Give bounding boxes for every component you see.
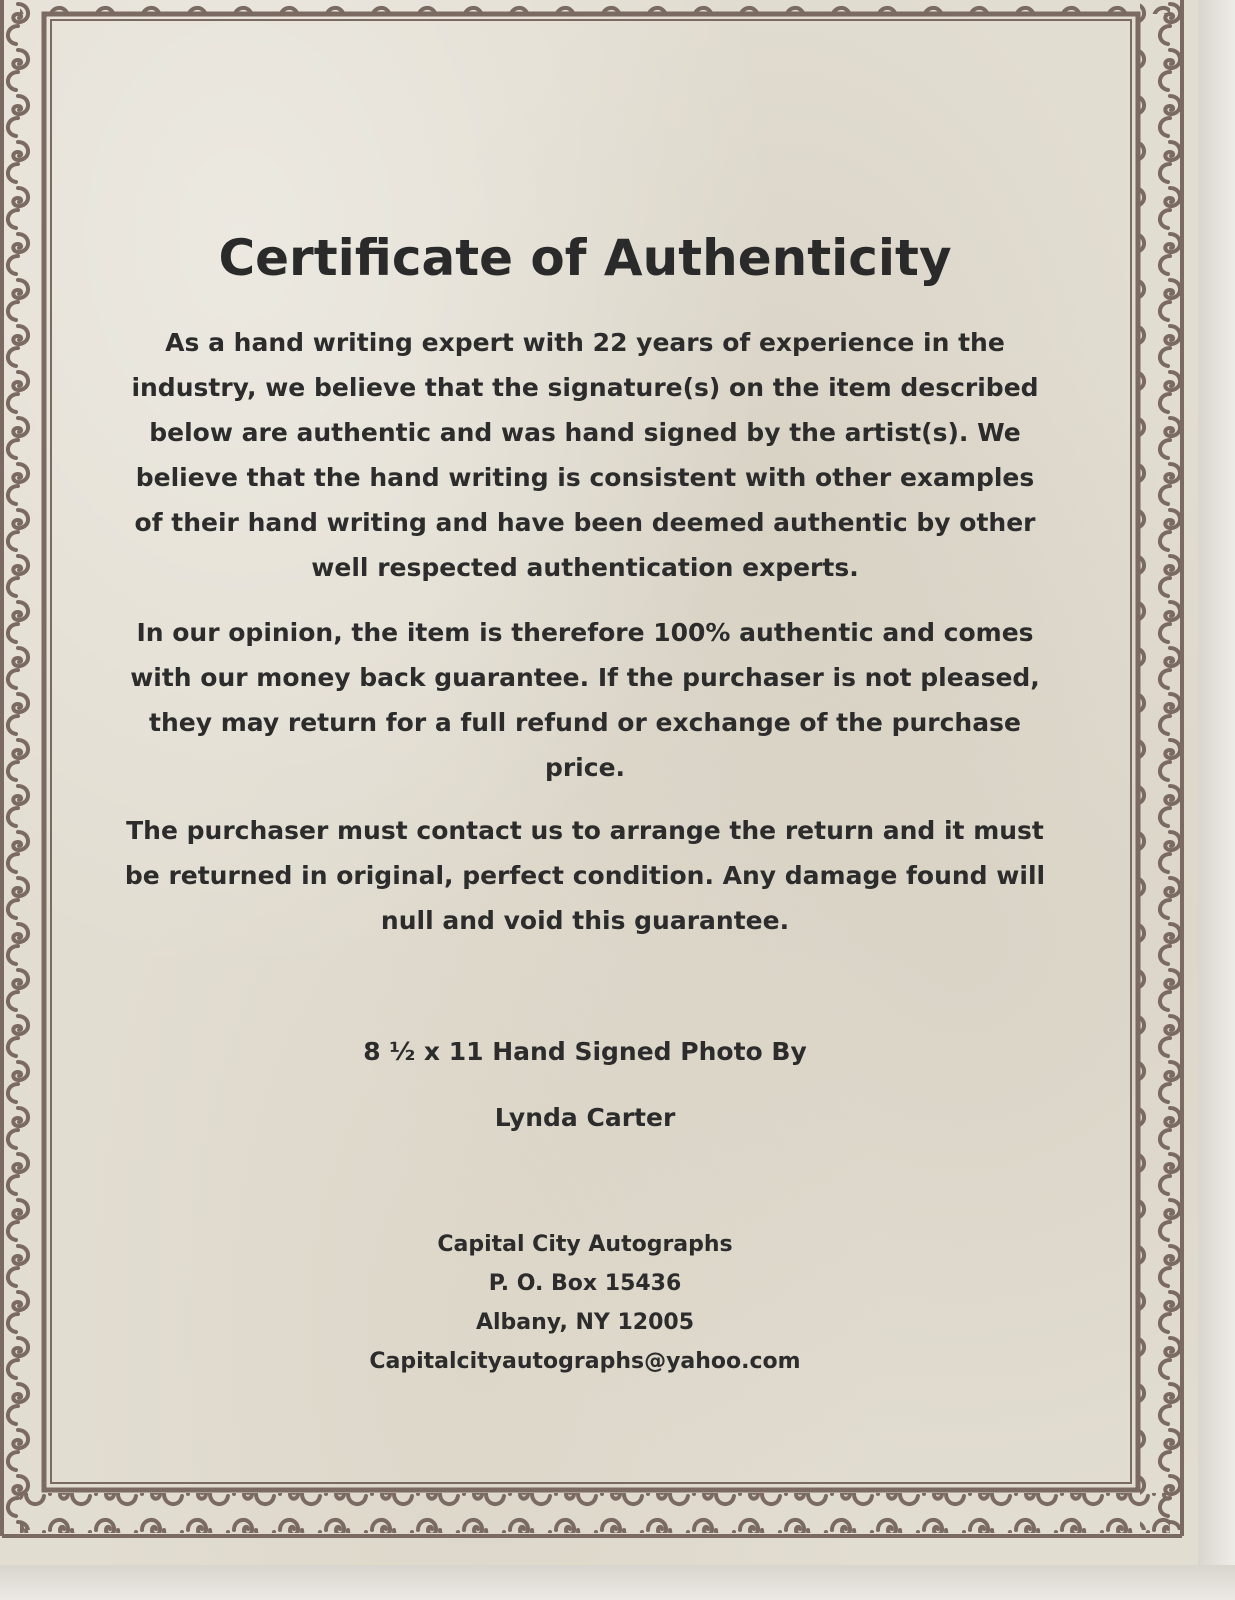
company-address [120,1225,1050,1381]
company-email: Capitalcityautographs@yahoo.com [369,1349,801,1374]
item-artist: Lynda Carter [494,1103,676,1132]
paragraph-guarantee: In our opinion, the item is therefore 100% authentic and comes with our money back guarantee. If the purchaser is not pleased, they may return for a full refund or exchange of the purchase price. [130,618,1040,782]
paragraph-expertise: As a hand writing expert with 22 years of experience in the industry, we believe that the signature(s) on the item described below are authentic and was hand signed by the artist(s). We believe that the hand writing is consistent with other examples of their hand writing and have been deemed authentic by other well respected authentication experts. [131,328,1039,582]
company-city-state-zip: Albany, NY 12005 [475,1310,694,1335]
paragraph-return-terms: The purchaser must contact us to arrange the return and it must be returned in original, perfect condition. Any damage found will null and void this guarantee. [124,816,1046,935]
company-name: Capital City Autographs [437,1232,733,1257]
certificate-title: Certificate of Authenticity [218,229,952,287]
bottom-edge [0,1565,1235,1600]
border-left-band [2,0,42,1530]
item-description: 8 ½ x 11 Hand Signed Photo By [363,1037,807,1066]
company-po-box: P. O. Box 15436 [488,1271,682,1296]
certificate-content [120,0,1050,1565]
border-right-band [1140,0,1180,1530]
sleeve-edge [1198,0,1235,1600]
